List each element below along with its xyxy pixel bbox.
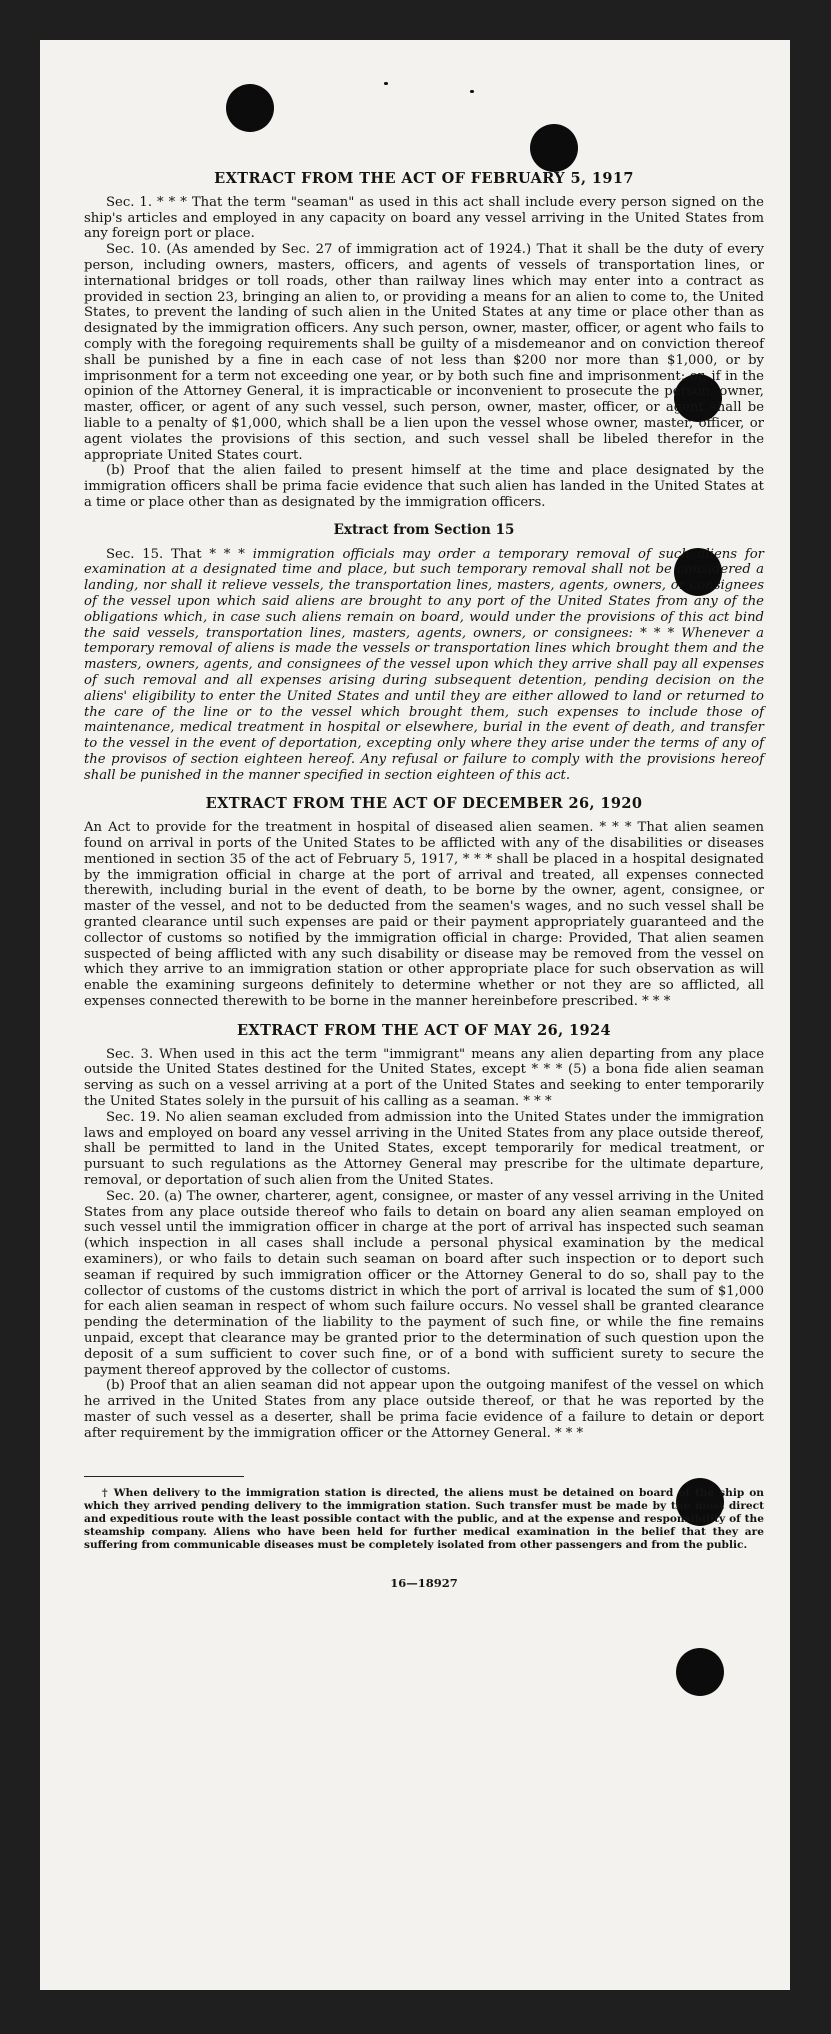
section-heading-act-1920: EXTRACT FROM THE ACT OF DECEMBER 26, 1920 <box>205 795 643 813</box>
paragraph-sec-3: Sec. 3. When used in this act the term "immigrant" means any alien departing from any place outside the United States destined for the United States, except * * * (5) a bona fide alien seaman serving as such on a vessel arriving at a port of the United States and seeking to enter temporarily the United States solely in the pursuit of his calling as a seaman. * * * <box>84 1046 764 1110</box>
document-page <box>40 40 790 1990</box>
footnote: † When delivery to the immigration station is directed, the aliens must be detained on board of the ship on which they arrived pending delivery to the immigration station. Such transfer must be made by the most direct and expeditious route with the least possible contact with the public, and at the expense and responsibility of the steamship company. Aliens who have been held for further medical examination in the belief that they are suffering from communicable diseases must be completely isolated from other passengers and from the public. <box>84 1486 764 1551</box>
section-heading-sec-15: Extract from Section 15 <box>333 521 515 538</box>
speck-mark <box>470 90 474 93</box>
paragraph-sec-15-italic: immigration officials may order a temporary removal of such aliens for examination at a designated time and place, but such temporary removal shall not be considered a landing, nor shall it relieve vessels, the transportation lines, masters, agents, owners, or consignees of the vessel upon which said aliens are brought to any port of the United States from any of the obligations which, in case such aliens remain on board, would under the provisions of this act bind the said vessels, transportation lines, masters, agents, owners, or consignees: * * * Whenever a temporary removal of aliens is made the vessels or transportation lines which brought them and the masters, owners, agents, and consignees of the vessel upon which they arrive shall pay all expenses of such removal and all expenses arising during subsequent detention, pending decision on the aliens' eligibility to enter the United States and until they are either allowed to land or returned to the care of the line or to the vessel which brought them, such expenses to include those of maintenance, medical treatment in hospital or elsewhere, burial in the event of death, and transfer to the vessel in the event of deportation, excepting only where they arise under the terms of any of the provisos of section eighteen hereof. Any refusal or failure to comply with the provisions hereof shall be punished in the manner specified in section eighteen of this act. <box>84 546 764 783</box>
paragraph-sec-19: Sec. 19. No alien seaman excluded from admission into the United States under the immigration laws and employed on board any vessel arriving in the United States from any place outside thereof, shall be permitted to land in the United States, except temporarily for medical treatment, or pursuant to such regulations as the Attorney General may prescribe for the ultimate departure, removal, or deportation of such alien from the United States. <box>84 1109 764 1189</box>
paragraph-sec-15-lead: Sec. 15. That * * * <box>106 546 253 562</box>
document-body <box>84 158 764 1591</box>
section-heading-act-1917: EXTRACT FROM THE ACT OF FEBRUARY 5, 1917 <box>214 170 634 187</box>
speck-mark <box>384 82 388 85</box>
paragraph-act-1920: An Act to provide for the treatment in hospital of diseased alien seamen. * * * That alien seamen found on arrival in ports of the United States to be afflicted with any of the disabilities or diseases mentioned in section 35 of the act of February 5, 1917, * * * shall be placed in a hospital designated by the immigration official in charge at the port of arrival and treated, all expenses connected therewith, including burial in the event of death, to be borne by the owner, agent, consignee, or master of the vessel, and not to be deducted from the seamen's wages, and no such vessel shall be granted clearance until such expenses are paid or their payment appropriately guaranteed and the collector of customs so notified by the immigration official in charge: Provided, That alien seamen suspected of being afflicted with any such disability or disease may be removed from the vessel on which they arrive to an immigration station or other appropriate place for such observation as will enable the examining surgeons definitely to determine whether or not they are so afflicted, all expenses connected therewith to be borne in the manner hereinbefore prescribed. * * * <box>84 820 764 1010</box>
paragraph-sec-10: Sec. 10. (As amended by Sec. 27 of immigration act of 1924.) That it shall be the duty of every person, including owners, masters, officers, and agents of vessels of transportation lines, or international bridges or toll roads, other than railway lines which may enter into a contract as provided in section 23, bringing an alien to, or providing a means for an alien to come to, the United States, to prevent the landing of such alien in the United States at any time or place other than as designated by the immigration officers. Any such person, owner, master, officer, or agent who fails to comply with the foregoing requirements shall be guilty of a misdemeanor and on conviction thereof shall be punished by a fine in each case of not less than $200 nor more than $1,000, or by imprisonment for a term not exceeding one year, or by both such fine and imprisonment; or, if in the opinion of the Attorney General, it is impracticable or inconvenient to prosecute the person, owner, master, officer, or agent of any such vessel, such person, owner, master, officer, or agent shall be liable to a penalty of $1,000, which shall be a lien upon the vessel whose owner, master, officer, or agent violates the provisions of this section, and such vessel shall be libeled therefor in the appropriate United States court. <box>84 242 764 463</box>
paragraph-sec-1: Sec. 1. * * * That the term "seaman" as used in this act shall include every person signed on the ship's articles and employed in any capacity on board any vessel arriving in the United States from any foreign port or place. <box>84 194 764 242</box>
paragraph-sec-20-b: (b) Proof that an alien seaman did not appear upon the outgoing manifest of the vessel on which he arrived in the United States from any place outside thereof, or that he was reported by the master of such vessel as a deserter, shall be prima facie evidence of a failure to detain or deport after requirement by the immigration officer or the Attorney General. * * * <box>84 1378 764 1441</box>
section-heading-act-1924: EXTRACT FROM THE ACT OF MAY 26, 1924 <box>236 1021 612 1039</box>
paragraph-sec-15 <box>84 547 764 784</box>
paragraph-sec-20-a: Sec. 20. (a) The owner, charterer, agent, consignee, or master of any vessel arriving in the United States from any place outside thereof who fails to detain on board any alien seaman employed on such vessel until the immigration officer in charge at the port of arrival has inspected such seaman (which inspection in all cases shall include a personal physical examination by the medical examiners), or who fails to detain such seaman on board after such inspection or to deport such seaman if required by such immigration officer or the Attorney General to do so, shall pay to the collector of customs of the customs district in which the port of arrival is located the sum of $1,000 for each alien seaman in respect of whom such failure occurs. No vessel shall be granted clearance pending the determination of the liability to the payment of such fine, or while the fine remains unpaid, except that clearance may be granted prior to the determination of such question upon the deposit of a sum sufficient to cover such fine, or of a bond with sufficient surety to secure the payment thereof approved by the collector of customs. <box>84 1188 764 1378</box>
footnote-divider <box>84 1476 244 1477</box>
punch-hole-top-left <box>226 84 274 132</box>
page-number: 16—18927 <box>390 1575 458 1590</box>
punch-hole-right-4 <box>676 1648 724 1696</box>
paragraph-sec-10-b: (b) Proof that the alien failed to present himself at the time and place designated by the immigration officers shall be prima facie evidence that such alien has landed in the United States at a time or place other than as designated by the immigration officers. <box>84 463 764 510</box>
